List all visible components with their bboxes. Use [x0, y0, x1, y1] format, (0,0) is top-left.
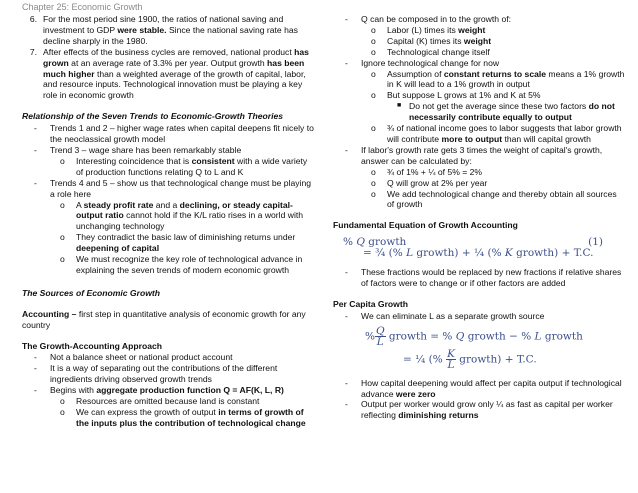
bullet: - Q can be composed in to the growth of: [345, 14, 512, 24]
equation-per-capita: % $\frac{Q}{L}$ growth = % Q growth − % L growth = ¼ (% $\frac{K}{L}$ growth) + T.C. [365, 324, 583, 371]
bullet: - These fractions would be replaced by new fractions if relative shares of factors were to change or if other factors are added [345, 267, 622, 288]
sub-bullet: o A steady profit rate and a declining, or steady capital-output ratio cannot hold if the K/L ratio rises in a world with unchanging technology [60, 199, 304, 232]
sub-bullet: o We must recognize the key role of technological advance in explaining the seven trends of modern economic growth [60, 254, 303, 275]
bullet: - Output per worker would grow only ¼ as fast as capital per worker reflecting diminishing returns [345, 399, 613, 421]
list-number: 7. [29, 46, 37, 57]
bullet: - How capital deepening would affect per capita output if technological advance were zero [345, 377, 622, 399]
accounting-definition: Accounting – first step in quantitative analysis of economic growth for any country [22, 308, 306, 330]
list-item-text: After effects of the business cycles are removed, national product has grown at an average rate of 3.3% per year. Output growth has been much higher than a weighted average of the growth of capital, labor, and resource inputs. Technological innovation must be playing a key role in economic growth [43, 46, 309, 101]
section-title-relationship: Relationship of the Seven Trends to Economic-Growth Theories [22, 111, 284, 122]
section-title-per-capita: Per Capita Growth [333, 298, 408, 309]
right-column [333, 14, 625, 421]
section-title-fundamental: Fundamental Equation of Growth Accounting [333, 220, 518, 231]
bullet: - Trends 4 and 5 – show us that technological change must be playing a role here [34, 177, 312, 199]
section-title-sources: The Sources of Economic Growth [22, 287, 160, 298]
sub-bullet: o Assumption of constant returns to scale means a 1% growth in K will lead to a 1% growth in output [371, 68, 625, 90]
sub-bullet: o But suppose L grows at 1% and K at 5% [371, 90, 541, 101]
list-number: 6. [29, 14, 37, 24]
equation-number: (1) [588, 236, 603, 249]
bullet: - Trend 3 – wage share has been remarkably stable [34, 144, 242, 155]
list-item-text: For the most period sine 1900, the ratios of national saving and investment to GDP were stable. Since the national saving rate has decline sharply in the 1980. [43, 14, 298, 46]
left-column [22, 14, 314, 429]
equation-fundamental: % Q growth (1) = ¾ (% L growth) + ¼ (% K growth) + T.C. [343, 236, 603, 260]
sub-bullet: o We add technological change and thereby obtain all sources of growth [371, 188, 617, 210]
bullet: - Ignore technological change for now [345, 57, 500, 68]
page-header: Chapter 25: Economic Growth [22, 2, 143, 12]
bullet: - Not a balance sheet or national product account [34, 352, 233, 363]
sub-bullet: o Technological change itself [371, 46, 490, 57]
list-item-7 [22, 47, 314, 102]
sub-bullet: o Resources are omitted because land is constant [60, 396, 260, 407]
bullet: - Trends 1 and 2 – higher wage rates when capital deepens fit nicely to the neoclassical growth model [34, 123, 314, 145]
list-item-6 [22, 14, 314, 47]
section-title-approach: The Growth-Accounting Approach [22, 340, 163, 351]
sub-bullet: o ¾ of national income goes to labor suggests that labor growth will contribute more to output than will capital growth [371, 123, 622, 144]
sub-bullet: o Labor (L) times its weight [371, 24, 486, 35]
sub-bullet: o Interesting coincidence that is consistent with a wide variety of production functions relating Q to L and K [60, 155, 308, 177]
sub-bullet: o ¾ of 1% + ¼ of 5% = 2% [371, 166, 483, 177]
sub-sub-bullet: ■ Do not get the average since these two factors do not necessarily contribute equally to output [397, 101, 615, 123]
bullet: - Begins with aggregate production function Q = AF(K, L, R) [34, 385, 284, 396]
sub-bullet: o Q will grow at 2% per year [371, 177, 488, 188]
bullet: - If labor's growth rate gets 3 times the weight of capital's growth, answer can be calculated by: [345, 144, 603, 166]
sub-bullet: o They contradict the basic law of diminishing returns under deepening of capital [60, 232, 296, 254]
sub-bullet: o We can express the growth of output in terms of growth of the inputs plus the contribution of technological change [60, 407, 306, 428]
bullet: - We can eliminate L as a separate growth source [345, 310, 545, 321]
sub-bullet: o Capital (K) times its weight [371, 35, 492, 46]
bullet: - It is a way of separating out the contributions of the different ingredients driving observed growth trends [34, 363, 278, 385]
